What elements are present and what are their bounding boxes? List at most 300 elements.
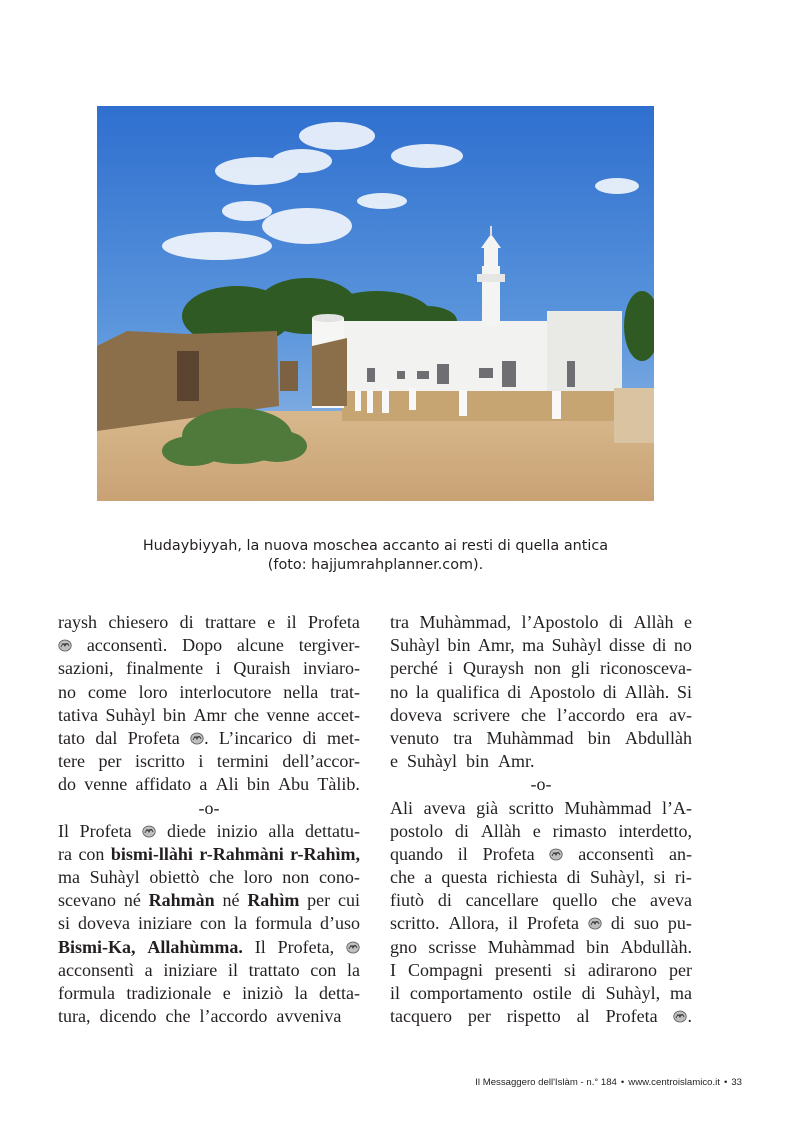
word-text: il (227, 959, 238, 980)
word-text: acconsentì (58, 959, 134, 980)
word-text: Dopo (182, 635, 223, 656)
word-text: e (390, 751, 398, 772)
text-line (390, 936, 692, 959)
word (458, 843, 468, 866)
word (135, 750, 185, 773)
word (618, 820, 691, 843)
word (577, 1005, 590, 1028)
word (58, 681, 76, 704)
word (347, 959, 360, 982)
word-text: di (437, 890, 452, 911)
word-text: formula (58, 983, 115, 1003)
word-text: rimasto (552, 820, 607, 841)
word-text: Ali (390, 797, 414, 818)
word (497, 866, 558, 889)
salawat-calligraphy-icon (588, 916, 602, 930)
word-text: venne (266, 704, 310, 725)
word-text: iniziare (163, 959, 218, 980)
word (508, 912, 518, 935)
word (557, 704, 625, 727)
word-text: Apostolo (529, 681, 596, 702)
word-text: venne (84, 774, 128, 795)
word (410, 982, 523, 1005)
word (88, 681, 127, 704)
word-text: Rahìm (247, 890, 300, 911)
text-line (58, 982, 360, 1005)
word (84, 773, 127, 796)
word (182, 634, 222, 657)
word (147, 936, 243, 959)
word-text: Suhàyl (105, 704, 156, 725)
word-text: richiesta (496, 867, 558, 888)
word-text: no (390, 681, 408, 702)
word-text: L’incarico (218, 727, 293, 748)
footer-website: www.centroislamico.it (628, 1077, 720, 1088)
word (219, 727, 292, 750)
word-text: postolo (390, 820, 444, 841)
text-line (390, 843, 692, 866)
word (58, 936, 136, 959)
word (305, 820, 360, 843)
word-text: quello (552, 890, 598, 911)
word (317, 704, 360, 727)
word (448, 912, 498, 935)
word (149, 889, 215, 912)
word (237, 634, 284, 657)
word (564, 959, 576, 982)
word-text: diede (167, 820, 206, 841)
text-line (390, 773, 692, 796)
word (668, 912, 692, 935)
word (684, 611, 692, 634)
word-text: era (635, 704, 658, 725)
text-line (58, 843, 360, 866)
word-text: per (467, 1006, 491, 1027)
word (522, 634, 544, 657)
photo-caption (97, 537, 654, 575)
word (390, 936, 417, 959)
word-text: né (222, 890, 240, 911)
word (527, 912, 579, 935)
word (299, 634, 360, 657)
word (553, 820, 607, 843)
word-text: detta- (318, 983, 360, 1003)
word (180, 611, 194, 634)
word-text: Profeta (526, 913, 579, 934)
word-text: tato (58, 727, 85, 748)
word (276, 1005, 345, 1028)
word-text: e (222, 983, 231, 1003)
word-text: si (653, 867, 666, 888)
word-text: Allahùmma. (147, 936, 243, 957)
word-text: si (563, 959, 576, 980)
word (606, 1005, 658, 1028)
word-text: iscritto (134, 751, 185, 772)
word (521, 611, 598, 634)
word-text: di (610, 913, 625, 934)
word (303, 727, 317, 750)
word (78, 912, 130, 935)
word-text: -o- (198, 797, 220, 818)
page-number: 33 (731, 1077, 742, 1088)
word-text: sazioni, (58, 658, 114, 679)
word-text: di (302, 727, 317, 748)
word (390, 797, 413, 820)
word-text: con (310, 959, 337, 980)
word-text: formula (254, 913, 312, 934)
word (636, 704, 658, 727)
salawat-symbol (588, 912, 602, 935)
word-text: a (144, 959, 153, 980)
word-text: di (652, 635, 667, 656)
word-text: che (234, 704, 259, 725)
word-text: per (668, 959, 692, 980)
salawat-symbol (190, 727, 209, 750)
word (674, 634, 692, 657)
word-text: -o- (530, 774, 552, 795)
word (448, 657, 453, 680)
word (390, 657, 438, 680)
word (244, 866, 273, 889)
word-text: Quraish (233, 658, 291, 679)
word (588, 727, 611, 750)
salawat-calligraphy-icon (673, 1009, 687, 1023)
word (278, 936, 334, 959)
word (390, 959, 396, 982)
word-text: di (454, 820, 469, 841)
word-text: ma (58, 867, 80, 888)
word (390, 634, 440, 657)
text-line (390, 1005, 692, 1028)
word-text: no (58, 681, 76, 702)
word (319, 982, 360, 1005)
word (124, 889, 141, 912)
word (234, 704, 259, 727)
word-text: met- (326, 727, 360, 748)
text-line (58, 866, 360, 889)
word-text: Allora, (448, 913, 499, 934)
word-text: Il (254, 936, 266, 957)
word-text: di (507, 681, 522, 702)
word-text: interdetto, (618, 820, 692, 841)
word (424, 797, 466, 820)
text-line (390, 750, 692, 773)
text-line (58, 681, 360, 704)
word (552, 889, 597, 912)
word (80, 820, 132, 843)
word (662, 797, 692, 820)
word-text: alla (268, 820, 295, 841)
word (267, 611, 275, 634)
word (163, 704, 186, 727)
word-text: dell’accor- (282, 751, 360, 772)
word-text: tere (58, 751, 85, 772)
word-text: l’A- (661, 797, 692, 818)
salawat-symbol (142, 820, 156, 843)
word (268, 820, 294, 843)
word-text: con (199, 913, 226, 934)
word (58, 611, 97, 634)
word-text: nella (283, 681, 319, 702)
footer-bullet: • (620, 1077, 625, 1088)
word (199, 843, 283, 866)
word-text: tacquero (390, 1006, 452, 1027)
text-line (58, 936, 360, 959)
section-separator (199, 797, 220, 820)
word-text: Abu (278, 774, 310, 795)
word (468, 1005, 491, 1028)
word (295, 982, 308, 1005)
word-text: inizio (216, 820, 258, 841)
word-text: l’accordo (556, 704, 625, 725)
text-line (390, 657, 692, 680)
word-text: di (608, 612, 623, 632)
word (677, 681, 692, 704)
word-text: bin (246, 774, 270, 795)
word (428, 936, 476, 959)
word (529, 681, 595, 704)
text-line (58, 634, 360, 657)
word (310, 959, 336, 982)
salawat-calligraphy-icon (58, 638, 72, 652)
word-text: iniziò (242, 983, 284, 1003)
word-text: riconosceva- (600, 658, 692, 679)
word-text: di (581, 983, 596, 1003)
word (303, 657, 360, 680)
word (194, 704, 227, 727)
word-text: Muhàmmad (486, 727, 574, 748)
word-text: a (199, 774, 208, 795)
word (390, 611, 409, 634)
word-text: termini (216, 751, 269, 772)
text-line (390, 611, 692, 634)
word-text: Allàh. (624, 681, 670, 702)
text-line (58, 704, 360, 727)
word-text: l’accordo (199, 1006, 268, 1027)
word-text: il (286, 612, 297, 632)
word-text: Allàh (633, 612, 674, 632)
word-text: i (447, 658, 453, 679)
word (249, 959, 300, 982)
article-column-right (390, 611, 692, 1028)
word-text: doveva (78, 913, 130, 934)
word-text: chiesero (108, 612, 169, 632)
word-text: aveva (650, 890, 692, 911)
word (488, 936, 575, 959)
footer-publication: Il Messaggero dell'Islàm - n.° 184 (475, 1077, 617, 1088)
word-text: trattato (248, 959, 300, 980)
word-text: Allàh (480, 820, 521, 841)
word-text: scevano (58, 890, 116, 911)
word-text: loro (243, 867, 273, 888)
word (58, 1005, 95, 1028)
word-text: dicendo (99, 1006, 157, 1027)
word (139, 681, 168, 704)
word-text: affidato (135, 774, 192, 795)
salawat-calligraphy-icon (190, 731, 204, 745)
word-text: scritto (508, 797, 554, 818)
word-text: alcune (236, 635, 284, 656)
word-text: Si (676, 681, 692, 702)
word (58, 889, 116, 912)
salawat-symbol (58, 634, 72, 657)
word-text: Rahmàn (148, 890, 215, 911)
word-text: I (390, 959, 396, 980)
word-text: trat- (330, 681, 360, 702)
word-text: acconsentì. (86, 635, 168, 656)
word (95, 727, 117, 750)
word-text: che (611, 890, 637, 911)
word-text: Il (58, 820, 69, 841)
word (521, 704, 546, 727)
word-text: tradizionale (126, 983, 212, 1003)
word-text: acconsentì (578, 843, 655, 864)
word (58, 912, 70, 935)
word-text: cono- (318, 867, 360, 888)
word-text: e (267, 612, 276, 632)
text-line (58, 820, 360, 843)
word (534, 657, 561, 680)
word-text: che (520, 704, 546, 725)
word (466, 750, 494, 773)
word-text: Suhàyl, (605, 983, 661, 1003)
word-text: Suhàyl (390, 635, 441, 656)
word-text: aveva (423, 797, 466, 818)
word-text: Muhàmmad (564, 797, 652, 818)
word-text: ra (58, 843, 72, 864)
word (58, 773, 76, 796)
word-text: Amr. (498, 751, 535, 772)
text-line (390, 820, 692, 843)
word (533, 982, 572, 1005)
word-text: Ali (215, 774, 239, 795)
word (633, 611, 673, 634)
word (507, 1005, 561, 1028)
word-text: raysh (58, 612, 97, 632)
word (87, 634, 167, 657)
word (476, 797, 498, 820)
word (223, 982, 231, 1005)
word-text: Suhàyl (551, 635, 602, 656)
word (228, 959, 238, 982)
word (308, 611, 360, 634)
text-line (390, 959, 692, 982)
word (453, 704, 510, 727)
word (620, 936, 692, 959)
salawat-symbol (549, 843, 563, 866)
word-text: Profeta, (277, 936, 335, 957)
word (282, 866, 309, 889)
word (486, 727, 573, 750)
word (390, 704, 442, 727)
word-text: dal (95, 727, 118, 748)
word-text: scritto. (390, 913, 440, 934)
word (670, 982, 692, 1005)
word-text: qualifica (436, 681, 500, 702)
word (654, 866, 666, 889)
salawat-symbol (673, 1005, 692, 1028)
word-text: iniziare (138, 913, 192, 934)
word-text: ostile (532, 983, 572, 1003)
word-text: d’uso (319, 913, 360, 934)
word-text: no (673, 635, 692, 656)
footer-bullet: • (723, 1077, 728, 1088)
word-text: inviaro- (302, 658, 360, 679)
word (463, 657, 524, 680)
word-text: che (165, 1006, 191, 1027)
word-text: Compagni (408, 959, 483, 980)
word (199, 1005, 271, 1028)
word-text: né (123, 890, 141, 911)
punctuation: , (355, 843, 360, 864)
word (441, 866, 487, 889)
word (390, 750, 403, 773)
word (199, 773, 207, 796)
word (165, 1005, 194, 1028)
word (278, 773, 309, 796)
word (481, 820, 521, 843)
text-line (58, 750, 360, 773)
word-text: il (457, 843, 468, 864)
word-text: venuto (390, 727, 439, 748)
word-text: si (58, 913, 71, 934)
word (586, 936, 609, 959)
word (135, 773, 191, 796)
word (90, 866, 140, 889)
word (247, 773, 270, 796)
text-line (58, 1005, 360, 1028)
word (564, 797, 651, 820)
word (634, 912, 659, 935)
word (455, 820, 469, 843)
word (483, 843, 535, 866)
word (234, 912, 247, 935)
word (287, 611, 297, 634)
word-text: accet- (316, 704, 360, 725)
mosque-photo (97, 106, 654, 501)
text-line (390, 634, 692, 657)
word-text: bin (586, 936, 610, 957)
word (453, 727, 472, 750)
page-footer (475, 1077, 742, 1088)
word-text: Profeta (307, 612, 360, 632)
word (242, 982, 283, 1005)
word (447, 634, 470, 657)
caption-line-1: Hudaybiyyah, la nuova moschea accanto ai resti di quella antica (142, 538, 609, 554)
word-text: Suhàyl (89, 867, 140, 888)
word-text: non (533, 658, 561, 679)
word (669, 843, 692, 866)
word (233, 657, 290, 680)
word (58, 704, 98, 727)
section-separator (531, 773, 552, 796)
word (105, 704, 155, 727)
word (625, 681, 670, 704)
word (58, 982, 115, 1005)
word (179, 681, 271, 704)
word (652, 634, 666, 657)
word-text: tergiver- (298, 635, 360, 656)
word (282, 750, 360, 773)
word (611, 912, 625, 935)
word-text: la (346, 959, 360, 980)
word (217, 820, 258, 843)
salawat-symbol (346, 936, 360, 959)
word (138, 912, 192, 935)
word-text: scrivere (453, 704, 510, 725)
word-text: il (390, 983, 401, 1003)
word-text: fiutò (390, 890, 424, 911)
